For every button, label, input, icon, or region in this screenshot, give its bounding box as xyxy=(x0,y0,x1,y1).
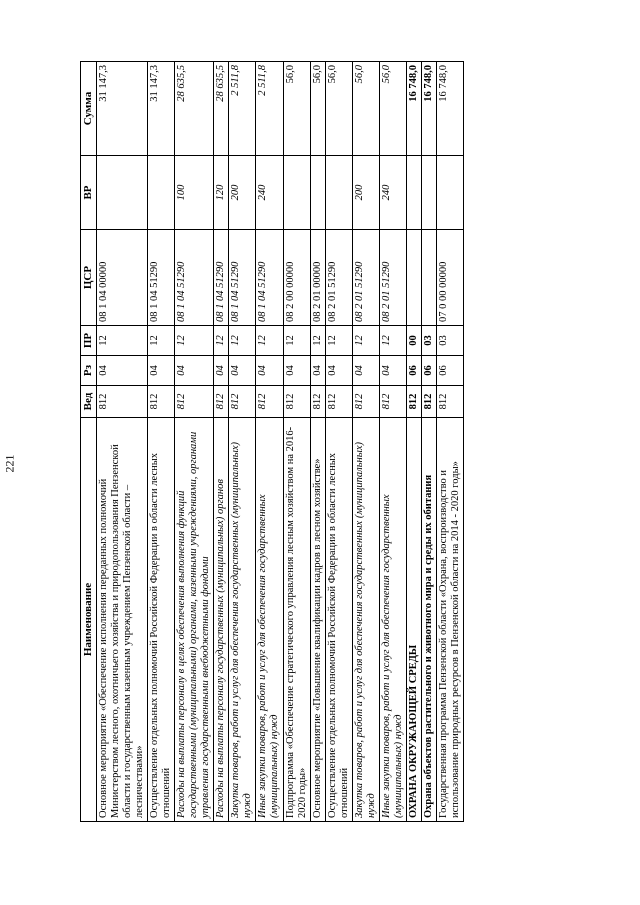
budget-table xyxy=(80,61,464,822)
table-body xyxy=(96,62,464,822)
cell-pr: 12 xyxy=(229,326,256,356)
cell-csr: 08 1 04 51290 xyxy=(256,230,283,326)
cell-name: Расходы на выплаты персоналу государственных (муниципальных) органов xyxy=(214,418,229,822)
cell-pr: 00 xyxy=(407,326,422,356)
cell-pr: 12 xyxy=(96,326,147,356)
cell-rz: 04 xyxy=(310,356,325,386)
cell-csr: 08 1 04 00000 xyxy=(96,230,147,326)
table-row xyxy=(310,62,325,822)
cell-sum: 2 511,8 xyxy=(229,62,256,156)
header-ved: Вед xyxy=(81,386,97,418)
cell-vr xyxy=(310,156,325,230)
cell-pr: 03 xyxy=(422,326,437,356)
cell-name: Иные закупки товаров, работ и услуг для обеспечения государственных (муниципальных) нужд xyxy=(379,418,406,822)
cell-rz: 06 xyxy=(437,356,464,386)
cell-name: Закупка товаров, работ и услуг для обеспечения государственных (муниципальных) нужд xyxy=(229,418,256,822)
table-row xyxy=(437,62,464,822)
cell-sum: 16 748,0 xyxy=(437,62,464,156)
cell-vr: 200 xyxy=(229,156,256,230)
table-row xyxy=(96,62,147,822)
cell-vr xyxy=(325,156,352,230)
table-row xyxy=(229,62,256,822)
cell-ved: 812 xyxy=(325,386,352,418)
cell-pr: 03 xyxy=(437,326,464,356)
cell-csr xyxy=(407,230,422,326)
cell-rz: 04 xyxy=(325,356,352,386)
cell-vr: 120 xyxy=(214,156,229,230)
cell-sum: 56,0 xyxy=(283,62,310,156)
cell-vr xyxy=(422,156,437,230)
cell-ved: 812 xyxy=(256,386,283,418)
cell-name: Государственная программа Пензенской области «Охрана, воспроизводство и использование природных ресурсов в Пензенской области на 2014 - 2020 годы» xyxy=(437,418,464,822)
budget-table-container xyxy=(80,62,530,822)
cell-csr: 08 1 04 51290 xyxy=(229,230,256,326)
cell-rz: 06 xyxy=(407,356,422,386)
table-row xyxy=(147,62,174,822)
cell-name: Осуществление отдельных полномочий Российской Федерации в области лесных отношений xyxy=(325,418,352,822)
header-csr: ЦСР xyxy=(81,230,97,326)
cell-ved: 812 xyxy=(147,386,174,418)
page-number: 221 xyxy=(2,454,17,473)
cell-vr xyxy=(147,156,174,230)
cell-rz: 04 xyxy=(175,356,214,386)
cell-csr: 08 2 00 00000 xyxy=(283,230,310,326)
cell-pr: 12 xyxy=(283,326,310,356)
cell-vr: 240 xyxy=(379,156,406,230)
cell-csr: 08 1 04 51290 xyxy=(147,230,174,326)
table-row xyxy=(352,62,379,822)
table-row xyxy=(422,62,437,822)
table-row xyxy=(407,62,422,822)
cell-vr xyxy=(437,156,464,230)
cell-ved: 812 xyxy=(96,386,147,418)
cell-csr xyxy=(422,230,437,326)
cell-pr: 12 xyxy=(325,326,352,356)
cell-sum: 16 748,0 xyxy=(407,62,422,156)
cell-sum: 31 147,3 xyxy=(147,62,174,156)
cell-ved: 812 xyxy=(422,386,437,418)
cell-rz: 04 xyxy=(256,356,283,386)
cell-name: Закупка товаров, работ и услуг для обеспечения государственных (муниципальных) нужд xyxy=(352,418,379,822)
cell-ved: 812 xyxy=(175,386,214,418)
cell-pr: 12 xyxy=(379,326,406,356)
cell-sum: 56,0 xyxy=(379,62,406,156)
cell-csr: 08 2 01 00000 xyxy=(310,230,325,326)
cell-sum: 56,0 xyxy=(352,62,379,156)
cell-vr xyxy=(283,156,310,230)
cell-rz: 04 xyxy=(96,356,147,386)
cell-pr: 12 xyxy=(175,326,214,356)
cell-csr: 08 1 04 51290 xyxy=(175,230,214,326)
cell-vr xyxy=(407,156,422,230)
table-header-row xyxy=(81,62,97,822)
cell-sum: 56,0 xyxy=(325,62,352,156)
cell-pr: 12 xyxy=(352,326,379,356)
cell-sum: 28 635,5 xyxy=(214,62,229,156)
table-row xyxy=(175,62,214,822)
cell-ved: 812 xyxy=(283,386,310,418)
cell-name: Охрана объектов растительного и животного мира и среды их обитания xyxy=(422,418,437,822)
cell-csr: 07 0 00 00000 xyxy=(437,230,464,326)
cell-sum: 28 635,5 xyxy=(175,62,214,156)
cell-ved: 812 xyxy=(352,386,379,418)
cell-sum: 2 511,8 xyxy=(256,62,283,156)
cell-ved: 812 xyxy=(214,386,229,418)
cell-vr: 200 xyxy=(352,156,379,230)
cell-vr: 100 xyxy=(175,156,214,230)
cell-name: Осуществление отдельных полномочий Российской Федерации в области лесных отношений xyxy=(147,418,174,822)
cell-ved: 812 xyxy=(310,386,325,418)
cell-sum: 56,0 xyxy=(310,62,325,156)
cell-rz: 04 xyxy=(229,356,256,386)
cell-pr: 12 xyxy=(310,326,325,356)
cell-rz: 04 xyxy=(283,356,310,386)
table-row xyxy=(256,62,283,822)
cell-pr: 12 xyxy=(256,326,283,356)
cell-pr: 12 xyxy=(147,326,174,356)
cell-vr: 240 xyxy=(256,156,283,230)
cell-name: ОХРАНА ОКРУЖАЮЩЕЙ СРЕДЫ xyxy=(407,418,422,822)
cell-csr: 08 2 01 51290 xyxy=(325,230,352,326)
cell-name: Иные закупки товаров, работ и услуг для обеспечения государственных (муниципальных) нужд xyxy=(256,418,283,822)
table-row xyxy=(379,62,406,822)
cell-ved: 812 xyxy=(229,386,256,418)
table-row xyxy=(325,62,352,822)
cell-name: Подпрограмма «Обеспечение стратегического управления лесным хозяйством на 2016-2020 годы» xyxy=(283,418,310,822)
cell-ved: 812 xyxy=(407,386,422,418)
cell-name: Расходы на выплаты персоналу в целях обеспечения выполнения функций государственными (муниципальными) органами, казенными учреждениями, органами управления государственными внебюджетными фондами xyxy=(175,418,214,822)
cell-csr: 08 2 01 51290 xyxy=(352,230,379,326)
header-vr: ВР xyxy=(81,156,97,230)
cell-pr: 12 xyxy=(214,326,229,356)
header-sum: Сумма xyxy=(81,62,97,156)
cell-ved: 812 xyxy=(379,386,406,418)
table-row xyxy=(283,62,310,822)
cell-rz: 04 xyxy=(214,356,229,386)
table-row xyxy=(214,62,229,822)
header-rz: Рз xyxy=(81,356,97,386)
cell-name: Основное мероприятие «Обеспечение исполнения переданных полномочий Министерством лесного, охотничьего хозяйства и природопользования Пензенской области и государственным казенным учреждением Пензенской области – лесничествами» xyxy=(96,418,147,822)
cell-ved: 812 xyxy=(437,386,464,418)
header-name: Наименование xyxy=(81,418,97,822)
cell-csr: 08 2 01 51290 xyxy=(379,230,406,326)
cell-rz: 06 xyxy=(422,356,437,386)
cell-rz: 04 xyxy=(147,356,174,386)
cell-name: Основное мероприятие «Повышение квалификации кадров в лесном хозяйстве» xyxy=(310,418,325,822)
cell-rz: 04 xyxy=(379,356,406,386)
cell-rz: 04 xyxy=(352,356,379,386)
cell-sum: 16 748,0 xyxy=(422,62,437,156)
header-pr: ПР xyxy=(81,326,97,356)
cell-vr xyxy=(96,156,147,230)
cell-sum: 31 147,3 xyxy=(96,62,147,156)
cell-csr: 08 1 04 51290 xyxy=(214,230,229,326)
